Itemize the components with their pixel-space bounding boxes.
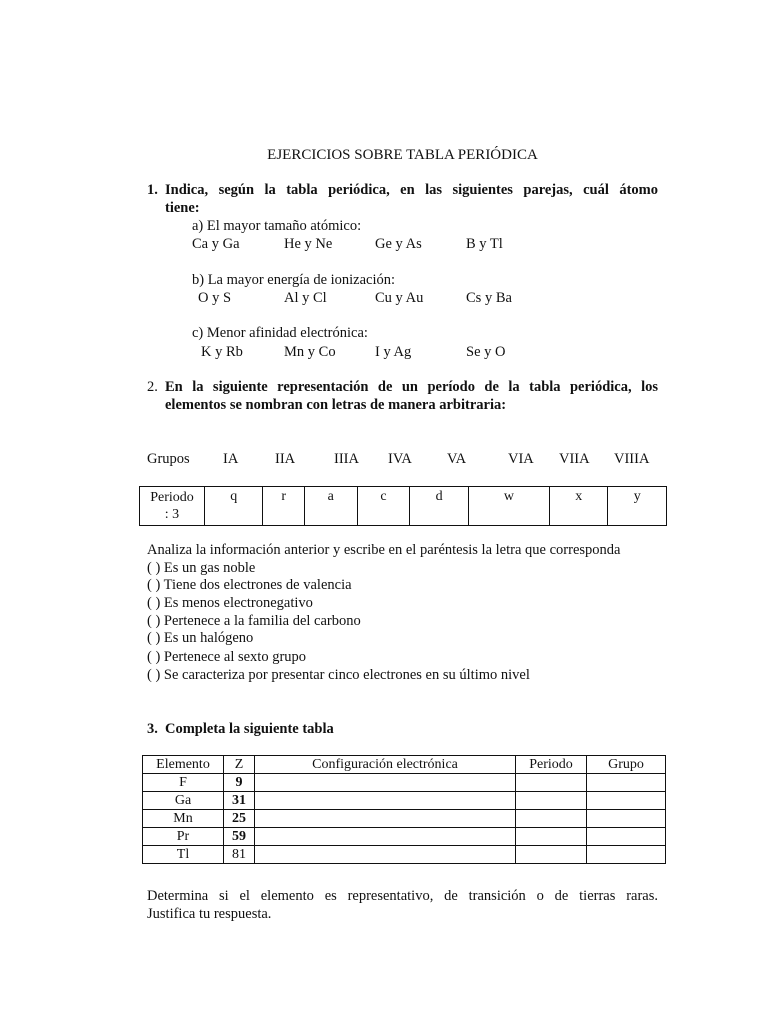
table-row [143, 828, 666, 846]
period-label: Periodo [150, 490, 194, 505]
q3-text: Completa la siguiente tabla [165, 721, 334, 737]
q1-b-pair: Cs y Ba [466, 290, 512, 306]
z-cell: 59 [224, 828, 255, 846]
q1-a-pair: Ca y Ga [192, 236, 240, 252]
element-letter-cell: w [468, 487, 549, 526]
period-row [140, 487, 667, 526]
group-label: VA [447, 451, 467, 467]
configuration-cell[interactable] [255, 846, 516, 864]
q1-b-label: b) La mayor energía de ionización: [192, 272, 396, 288]
period-cell[interactable] [516, 846, 587, 864]
q1-c-pair: K y Rb [201, 344, 243, 360]
q1-c-pair: Mn y Co [284, 344, 336, 360]
configuration-cell[interactable] [255, 774, 516, 792]
element-letter-cell: x [550, 487, 608, 526]
q1-a-label: a) El mayor tamaño atómico: [192, 218, 362, 234]
table-row [143, 810, 666, 828]
q1-a-pair: B y Tl [466, 236, 503, 252]
group-cell[interactable] [587, 810, 666, 828]
element-letter-cell: a [304, 487, 357, 526]
group-label: VIA [508, 451, 534, 467]
group-label: IIIA [334, 451, 359, 467]
table-row [143, 846, 666, 864]
q1-b-pair: Al y Cl [284, 290, 327, 306]
q1-text-line2: tiene: [165, 200, 200, 216]
q1-a-pair: He y Ne [284, 236, 333, 252]
q1-c-pair: Se y O [466, 344, 506, 360]
element-letter-cell: q [205, 487, 263, 526]
period-table [139, 486, 667, 526]
q2-item: ( ) Es un halógeno [147, 630, 254, 646]
element-cell: Ga [143, 792, 224, 810]
element-cell: Mn [143, 810, 224, 828]
groups-label: Grupos [147, 451, 190, 467]
group-label: VIIA [559, 451, 590, 467]
configuration-cell[interactable] [255, 810, 516, 828]
configuration-cell[interactable] [255, 792, 516, 810]
header-period: Periodo [516, 756, 587, 774]
table-row [143, 792, 666, 810]
period-cell[interactable] [516, 828, 587, 846]
group-cell[interactable] [587, 828, 666, 846]
q2-item: ( ) Se caracteriza por presentar cinco electrones en su último nivel [147, 667, 530, 683]
q1-c-label: c) Menor afinidad electrónica: [192, 325, 368, 341]
z-cell: 81 [224, 846, 255, 864]
element-cell: Pr [143, 828, 224, 846]
header-element: Elemento [143, 756, 224, 774]
group-label: VIIIA [614, 451, 650, 467]
period-number: : 3 [164, 507, 180, 522]
q1-text-line1: Indica, según la tabla periódica, en las siguientes parejas, cuál átomo [165, 182, 658, 198]
group-label: IVA [388, 451, 412, 467]
group-label: IA [223, 451, 239, 467]
element-letter-cell: d [410, 487, 468, 526]
group-label: IIA [275, 451, 296, 467]
q1-b-pair: O y S [198, 290, 232, 306]
q2-text-line2: elementos se nombran con letras de manera arbitraria: [165, 397, 507, 413]
z-cell: 25 [224, 810, 255, 828]
z-cell: 31 [224, 792, 255, 810]
q2-text-line1: En la siguiente representación de un período de la tabla periódica, los [165, 379, 658, 395]
q2-number: 2. [147, 379, 158, 395]
q2-item: ( ) Es menos electronegativo [147, 595, 313, 611]
q2-item: ( ) Tiene dos electrones de valencia [147, 577, 352, 593]
q2-item: ( ) Pertenece al sexto grupo [147, 649, 307, 665]
q1-number: 1. [147, 182, 158, 198]
header-z: Z [224, 756, 255, 774]
header-group: Grupo [587, 756, 666, 774]
group-cell[interactable] [587, 792, 666, 810]
complete-table [142, 755, 666, 864]
q1-a-pair: Ge y As [375, 236, 422, 252]
table-header-row [143, 756, 666, 774]
period-cell[interactable] [516, 774, 587, 792]
header-configuration: Configuración electrónica [255, 756, 516, 774]
group-cell[interactable] [587, 846, 666, 864]
closing-text-line2: Justifica tu respuesta. [147, 906, 272, 922]
q1-c-pair: I y Ag [375, 344, 412, 360]
period-cell[interactable] [516, 810, 587, 828]
q2-instruction: Analiza la información anterior y escribe en el paréntesis la letra que corresponda [147, 542, 621, 558]
closing-text-line1: Determina si el elemento es representativo, de transición o de tierras raras. [147, 888, 658, 904]
page-title: EJERCICIOS SOBRE TABLA PERIÓDICA [267, 147, 538, 163]
table-row [143, 774, 666, 792]
configuration-cell[interactable] [255, 828, 516, 846]
element-cell: Tl [143, 846, 224, 864]
q2-item: ( ) Es un gas noble [147, 560, 256, 576]
element-cell: F [143, 774, 224, 792]
element-letter-cell: r [263, 487, 304, 526]
group-cell[interactable] [587, 774, 666, 792]
period-cell[interactable] [516, 792, 587, 810]
q3-number: 3. [147, 721, 158, 737]
period-label-cell [140, 487, 205, 526]
element-letter-cell: y [608, 487, 667, 526]
q2-item: ( ) Pertenece a la familia del carbono [147, 613, 361, 629]
q1-b-pair: Cu y Au [375, 290, 424, 306]
z-cell: 9 [224, 774, 255, 792]
element-letter-cell: c [357, 487, 410, 526]
